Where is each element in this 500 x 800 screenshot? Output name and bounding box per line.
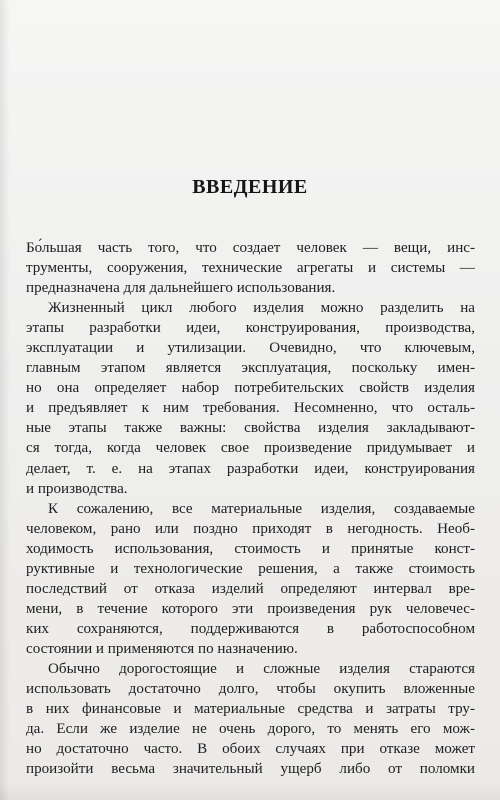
text-line: эксплуатации и утилизации. Очевидно, что ключевым,: [26, 340, 475, 357]
text-line: трументы, сооружения, технические агрегаты и системы —: [26, 260, 475, 277]
text-line: Бо́льшая часть того, что создает человек — вещи, инс-: [26, 240, 475, 256]
text-line: человеком, рано или поздно приходят в негодность. Необ-: [26, 520, 475, 537]
text-line: и предъявляет к ним требования. Несомненно, что осталь-: [26, 400, 475, 417]
paragraph-4: [26, 659, 475, 779]
bottom-shadow: [0, 784, 500, 800]
text-line: ходимость использования, стоимость и принятые конст-: [26, 540, 475, 557]
text-line: Обычно дорогостоящие и сложные изделия стараются: [48, 660, 475, 677]
text-line: ся тогда, когда человек свое произведение придумывает и: [26, 440, 475, 457]
text-line: Жизненный цикл любого изделия можно разделить на: [48, 300, 475, 317]
text-line: но достаточно часто. В обоих случаях при отказе может: [26, 741, 475, 758]
text-line: но она определяет набор потребительских свойств изделия: [26, 380, 475, 397]
text-line: главным этапом является эксплуатация, поскольку имен-: [26, 360, 475, 377]
text-line: в них финансовые и материальные средства и затраты тру-: [26, 701, 475, 718]
text-line: ких сохраняются, поддерживаются в работоспособном: [26, 620, 475, 637]
text-line: делает, т. е. на этапах разработки идеи, конструирования: [26, 460, 475, 477]
text-line: мени, в течение которого эти произведения рук человечес-: [26, 600, 475, 617]
paragraph-1: [26, 238, 475, 298]
text-line: руктивные и технологические решения, а также стоимость: [26, 560, 475, 577]
text-line: предназначена для дальнейшего использования.: [26, 280, 336, 297]
text-line: последствий от отказа изделий определяют интервал вре-: [26, 580, 475, 597]
text-line: ные этапы также важны: свойства изделия закладывают-: [26, 420, 475, 437]
page-title: ВВЕДЕНИЕ: [192, 176, 308, 198]
text-line: К сожалению, все материальные изделия, создаваемые: [48, 500, 475, 517]
text-line: использовать достаточно долго, чтобы окупить вложенные: [26, 681, 475, 698]
text-line: и производства.: [26, 480, 128, 497]
text-line: этапы разработки идеи, конструирования, производства,: [26, 320, 475, 337]
paragraph-2: [26, 298, 475, 498]
body-text: [26, 238, 475, 779]
text-line: произойти весьма значительный ущерб либо от поломки: [26, 761, 475, 778]
text-line: состоянии и применяются по назначению.: [26, 640, 298, 657]
page-edge-shadow: [0, 0, 10, 800]
text-line: да. Если же изделие не очень дорого, то менять его мож-: [26, 721, 475, 738]
paragraph-3: [26, 499, 475, 659]
